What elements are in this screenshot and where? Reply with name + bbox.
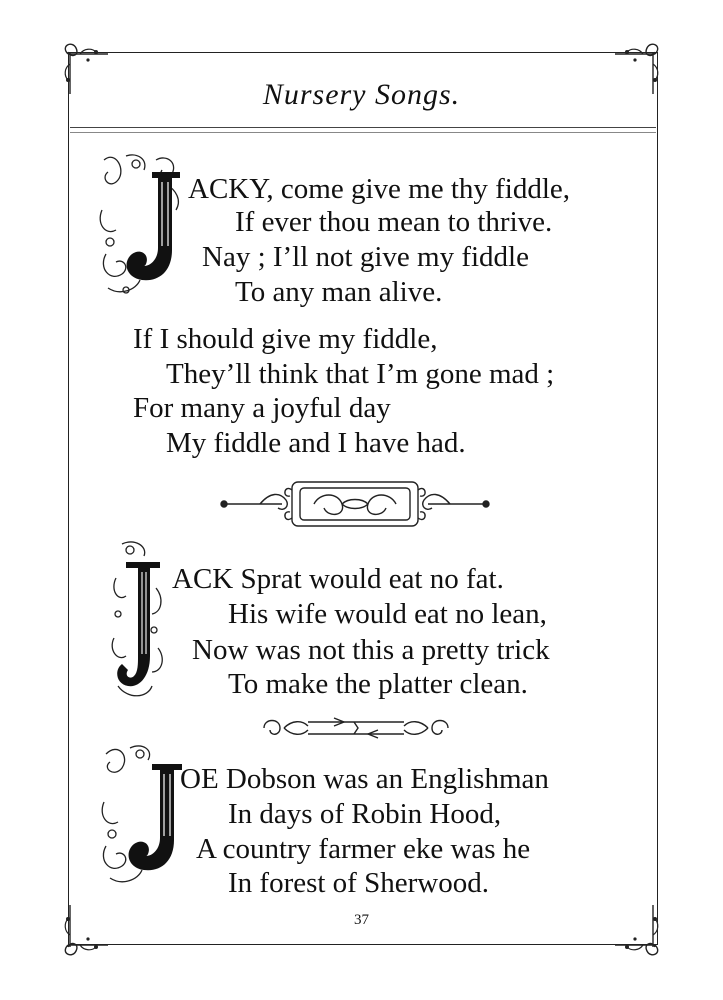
poem3-line-1: OE Dobson was an Englishman xyxy=(180,763,549,795)
poem1-line-4: To any man alive. xyxy=(235,276,443,308)
poem1-line-3: Nay ; I’ll not give my fiddle xyxy=(202,241,529,273)
poem1-line-5: If I should give my fiddle, xyxy=(133,323,438,355)
dropcap-poem1 xyxy=(96,150,188,300)
poem2-line-2: His wife would eat no lean, xyxy=(228,598,547,630)
poem3-line-3: A country farmer eke was he xyxy=(196,833,531,865)
dropcap-poem3 xyxy=(96,740,188,890)
poem2-line-1: ACK Sprat would eat no fat. xyxy=(172,563,504,595)
cartouche-divider-icon xyxy=(220,474,490,539)
arrow-scroll-divider-icon xyxy=(258,710,454,751)
poem2-line-3: Now was not this a pretty trick xyxy=(192,634,550,666)
poem1-line-1: ACKY, come give me thy fiddle, xyxy=(188,173,571,205)
header-rule xyxy=(70,127,656,128)
poem3-line-4: In forest of Sherwood. xyxy=(228,867,489,899)
running-header-title: Nursery Songs. xyxy=(262,78,461,111)
page-number: 37 xyxy=(354,912,369,928)
poem3-line-2: In days of Robin Hood, xyxy=(228,798,502,830)
dropcap-poem2 xyxy=(108,538,168,708)
poem1-line-8: My fiddle and I have had. xyxy=(166,427,466,459)
poem1-line-7: For many a joyful day xyxy=(133,392,391,424)
poem2-line-4: To make the platter clean. xyxy=(228,668,528,700)
header-rule xyxy=(70,132,656,133)
poem1-line-6: They’ll think that I’m gone mad ; xyxy=(166,358,555,390)
poem1-line-2: If ever thou mean to thrive. xyxy=(235,206,553,238)
